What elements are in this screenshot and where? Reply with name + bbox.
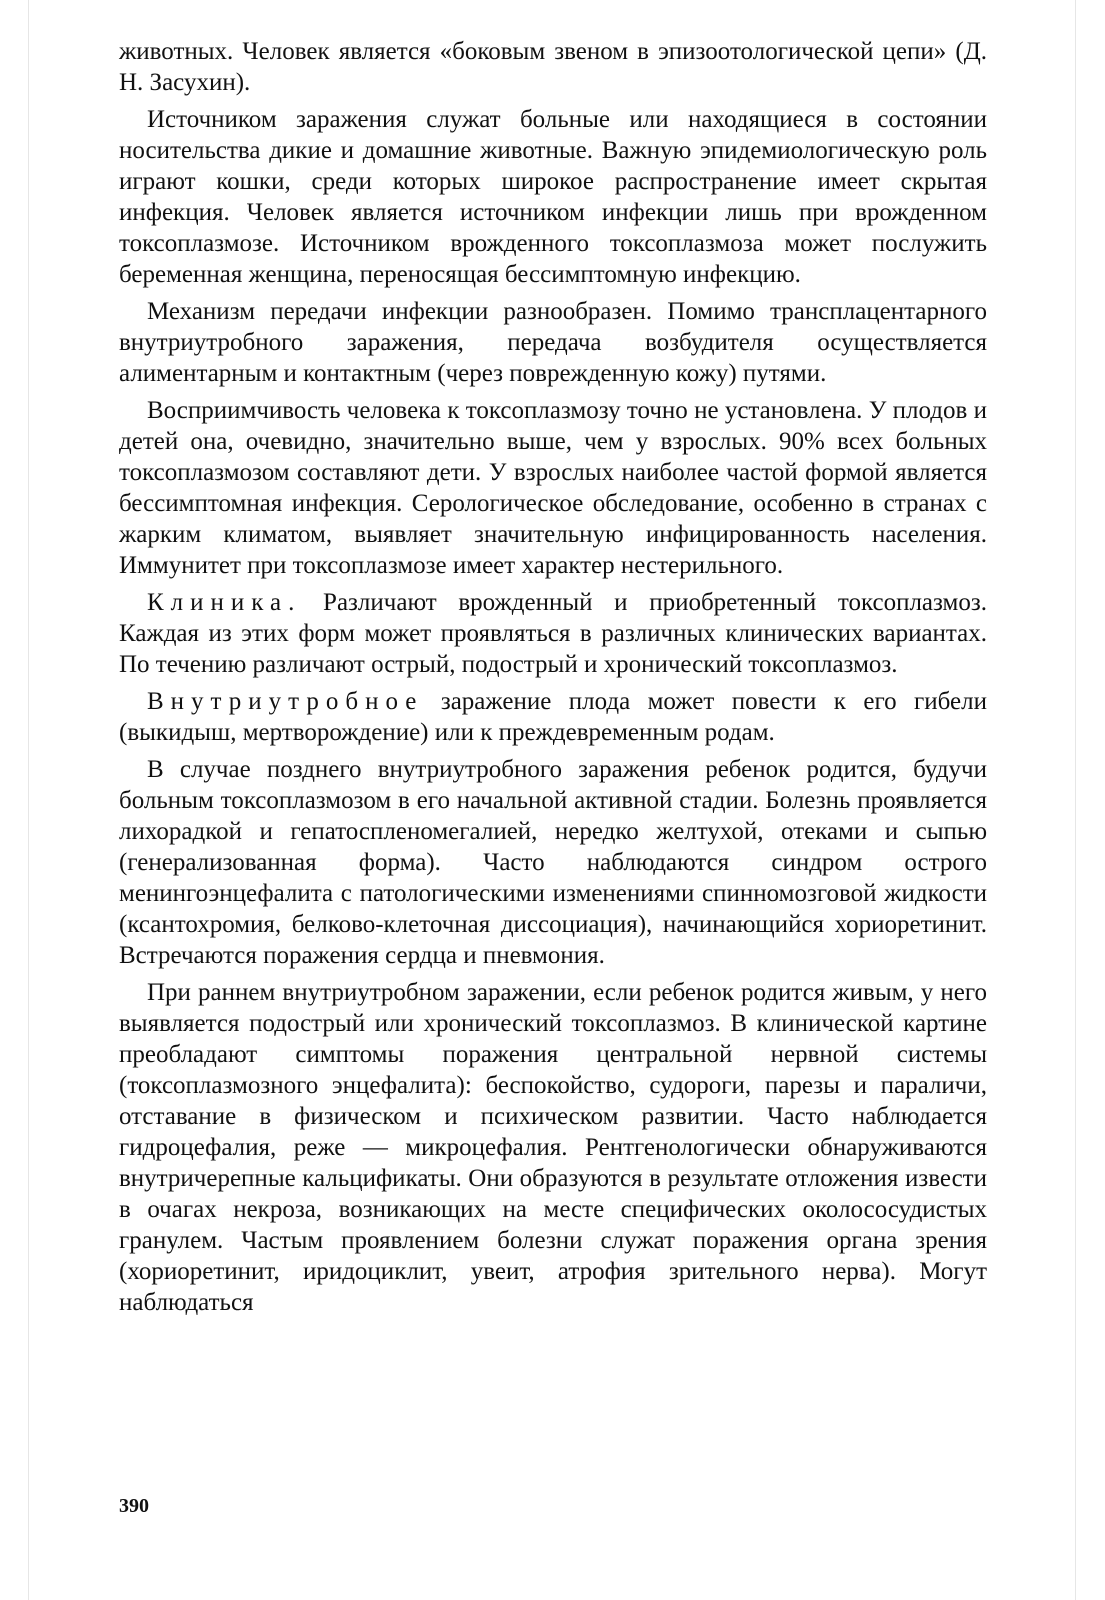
paragraph-text: В случае позднего внутриутробного заражения ребенок родится, будучи больным токсоплазмозом в его начальной активной стадии. Болезнь проявляется лихорадкой и гепатоспленомегалией, нередко желтухой, отеками и сыпью (генерализованная форма). Часто наблюдаются синдром острого менингоэнцефалита с патологическими изменениями спинномозговой жидкости (ксантохромия, белково-клеточная диссоциация), начинающийся хориоретинит. Встречаются поражения сердца и пневмония. <box>119 756 987 969</box>
paragraph-continuation <box>119 36 987 98</box>
paragraph-intrauterine <box>119 686 987 748</box>
body-text <box>119 36 987 1324</box>
page-number: 390 <box>119 1495 149 1517</box>
paragraph-late-infection <box>119 754 987 971</box>
paragraph-susceptibility <box>119 395 987 581</box>
section-lead-intrauterine: Внутриутробное <box>147 688 424 715</box>
page-edge-right <box>1075 0 1076 1600</box>
paragraph-text: Источником заражения служат больные или находящиеся в состоянии носительства дикие и домашние животные. Важную эпидемиологическую роль играют кошки, среди которых широкое распространение имеет скрытая инфекция. Человек является источником инфекции лишь при врожденном токсоплазмозе. Источником врожденного токсоплазмоза может послужить беременная женщина, переносящая бессимптомную инфекцию. <box>119 106 987 288</box>
paragraph-early-infection <box>119 977 987 1318</box>
paragraph-text: Механизм передачи инфекции разнообразен. Помимо трансплацентарного внутриутробного заражения, передача возбудителя осуществляется алиментарным и контактным (через поврежденную кожу) путями. <box>119 298 987 387</box>
page-edge-left <box>28 0 29 1600</box>
paragraph-text: Восприимчивость человека к токсоплазмозу точно не установлена. У плодов и детей она, очевидно, значительно выше, чем у взрослых. 90% всех больных токсоплазмозом составляют дети. У взрослых наиболее частой формой является бессимптомная инфекция. Серологическое обследование, особенно в странах с жарким климатом, выявляет значительную инфицированность населения. Иммунитет при токсоплазмозе имеет характер нестерильного. <box>119 397 987 579</box>
paragraph-text: заражение плода может повести к его гибели (выкидыш, мертворождение) или к преждевременным родам. <box>119 688 987 746</box>
paragraph-transmission <box>119 296 987 389</box>
paragraph-text: При раннем внутриутробном заражении, если ребенок родится живым, у него выявляется подострый или хронический токсоплазмоз. В клинической картине преобладают симптомы поражения центральной нервной системы (токсоплазмозного энцефалита): беспокойство, судороги, парезы и параличи, отставание в физическом и психическом развитии. Часто наблюдается гидроцефалия, реже — микроцефалия. Рентгенологически обнаруживаются внутричерепные кальцификаты. Они образуются в результате отложения извести в очагах некроза, возникающих на месте специфических околососудистых гранулем. Частым проявлением болезни служат поражения органа зрения (хориоретинит, иридоциклит, увеит, атрофия зрительного нерва). Могут наблюдаться <box>119 979 987 1316</box>
paragraph-infection-source <box>119 104 987 290</box>
paragraph-text: животных. Человек является «боковым звеном в эпизоотологической цепи» (Д. Н. Засухин). <box>119 38 987 96</box>
paragraph-clinic <box>119 587 987 680</box>
paragraph-text: Различают врожденный и приобретенный токсоплазмоз. Каждая из этих форм может проявляться в различных клинических вариантах. По течению различают острый, подострый и хронический токсоплазмоз. <box>119 589 987 678</box>
section-lead-clinic: Клиника. <box>147 589 302 616</box>
